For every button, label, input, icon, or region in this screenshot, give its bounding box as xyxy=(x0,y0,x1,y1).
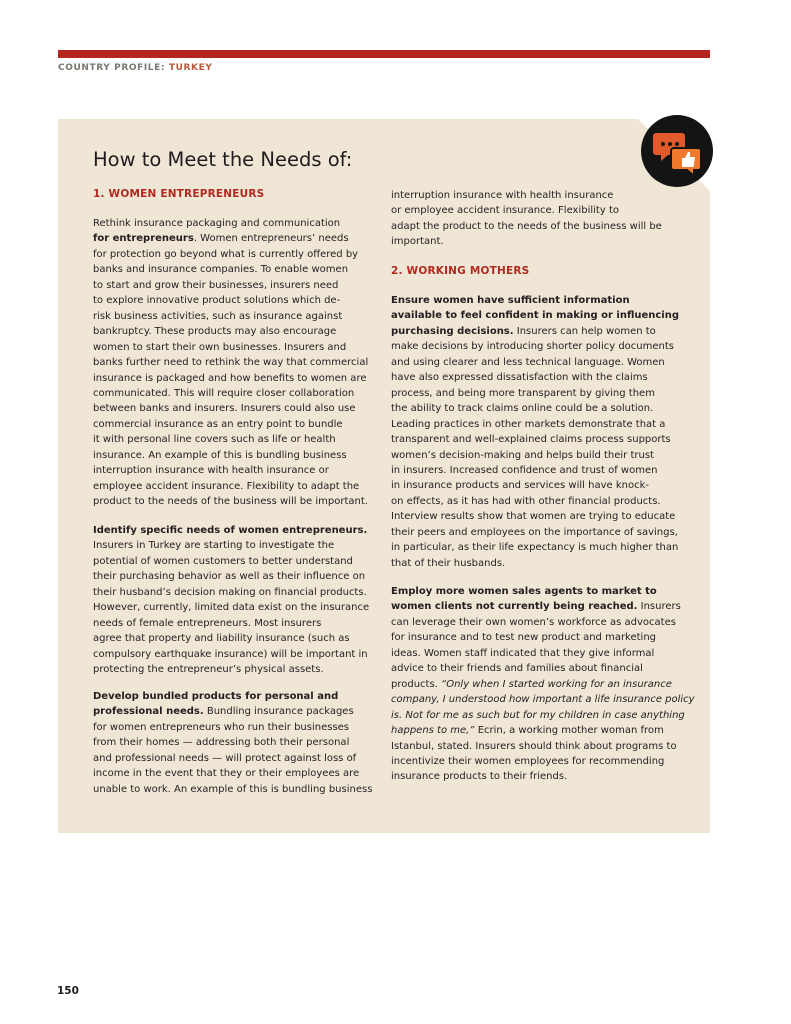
text-line xyxy=(93,523,367,539)
body-text: compulsory earthquake insurance) will be important in xyxy=(93,648,368,660)
text-line xyxy=(391,630,656,646)
body-text: ideas. Women staff indicated that they give informal xyxy=(391,647,655,659)
text-line xyxy=(391,708,685,724)
text-line xyxy=(391,615,676,631)
text-line xyxy=(93,340,346,356)
running-header xyxy=(58,63,212,73)
body-text: insurance products to their friends. xyxy=(391,771,568,783)
body-text: protecting the entrepreneur’s physical assets. xyxy=(93,664,324,676)
body-text: from their homes — addressing both their personal xyxy=(93,737,350,749)
body-text: Leading practices in other markets demonstrate that a xyxy=(391,418,666,430)
body-text: their purchasing behavior as well as their influence on xyxy=(93,571,366,583)
body-text: Istanbul, stated. Insurers should think about programs to xyxy=(391,740,677,752)
body-text: their husband’s decision making on financial products. xyxy=(93,586,367,598)
text-line xyxy=(93,569,365,585)
text-line xyxy=(391,599,681,615)
section-heading-working-mothers: 2. WORKING MOTHERS xyxy=(391,265,530,277)
body-text: Insurers in Turkey are starting to investigate the xyxy=(93,540,335,552)
body-text: Insurers xyxy=(637,601,681,613)
bold-lead-in: for entrepreneurs xyxy=(93,233,194,245)
body-text: product to the needs of the business will be important. xyxy=(93,496,368,508)
text-line xyxy=(391,739,677,755)
text-line xyxy=(93,479,359,495)
body-text: or employee accident insurance. Flexibility to xyxy=(391,205,619,217)
text-line xyxy=(391,661,643,677)
text-line xyxy=(391,692,695,708)
text-line xyxy=(93,309,342,325)
body-text: and professional needs — will protect against loss of xyxy=(93,752,357,764)
text-line xyxy=(391,219,662,235)
body-text: women’s decision-making and helps build their trust xyxy=(391,449,654,461)
text-line xyxy=(93,647,368,663)
body-text: However, currently, limited data exist on the insurance xyxy=(93,602,370,614)
body-text: to start and grow their businesses, insurers need xyxy=(93,279,339,291)
body-text: women to start their own businesses. Insurers and xyxy=(93,341,347,353)
body-text: for protection go beyond what is currently offered by xyxy=(93,248,359,260)
chat-bubbles-thumbs-up-icon xyxy=(641,115,713,187)
text-line xyxy=(391,293,630,309)
text-line xyxy=(93,355,368,371)
body-text: bankruptcy. These products may also encourage xyxy=(93,326,337,338)
text-line xyxy=(93,386,354,402)
body-text: Ecrin, a working mother woman from xyxy=(474,725,664,737)
text-line xyxy=(391,525,678,541)
text-line xyxy=(93,600,369,616)
quote-text: company, I understood how important a life insurance policy xyxy=(391,694,695,706)
body-text: interruption insurance with health insurance xyxy=(391,190,614,201)
text-line xyxy=(93,554,353,570)
body-text: adapt the product to the needs of the business will be xyxy=(391,220,662,232)
text-line xyxy=(391,509,675,525)
body-text: communicated. This will require closer collaboration xyxy=(93,387,355,399)
body-text: between banks and insurers. Insurers could also use xyxy=(93,403,356,415)
text-line xyxy=(391,339,674,355)
body-text: unable to work. An example of this is bundling business xyxy=(93,783,373,795)
section-heading-women-entrepreneurs: 1. WOMEN ENTREPRENEURS xyxy=(93,188,265,200)
text-line xyxy=(391,677,672,693)
text-line xyxy=(391,463,657,479)
text-line xyxy=(391,769,567,785)
body-text: make decisions by introducing shorter policy documents xyxy=(391,341,674,353)
text-line xyxy=(93,704,354,720)
body-text: insurance is packaged and how benefits to women are xyxy=(93,372,367,384)
body-text: to explore innovative product solutions which de- xyxy=(93,295,341,307)
text-line xyxy=(391,478,649,494)
text-line xyxy=(93,293,340,309)
body-text: products. xyxy=(391,678,442,690)
body-text: for women entrepreneurs who run their businesses xyxy=(93,721,350,733)
bold-lead-in: women clients not currently being reached. xyxy=(391,601,638,613)
text-line xyxy=(391,188,613,204)
text-line xyxy=(93,766,359,782)
text-line xyxy=(391,401,653,417)
body-text: transparent and well-explained claims process supports xyxy=(391,434,671,446)
text-line xyxy=(93,585,367,601)
text-line xyxy=(93,494,368,510)
text-line xyxy=(391,417,665,433)
body-text: agree that property and liability insurance (such as xyxy=(93,633,350,645)
text-line xyxy=(391,234,444,250)
bold-lead-in: Develop bundled products for personal and xyxy=(93,691,339,702)
body-text: income in the event that they or their employees are xyxy=(93,768,360,780)
body-text: can leverage their own women’s workforce as advocates xyxy=(391,616,676,628)
text-line xyxy=(93,278,338,294)
page-number: 150 xyxy=(57,985,79,997)
body-text: needs of female entrepreneurs. Most insurers xyxy=(93,617,322,629)
body-text: their peers and employees on the importance of savings, xyxy=(391,526,678,538)
body-text: banks and insurance companies. To enable women xyxy=(93,264,349,276)
text-line xyxy=(391,494,661,510)
top-accent-bar xyxy=(58,50,710,58)
page-title: How to Meet the Needs of: xyxy=(93,148,353,171)
quote-text: is. Not for me as such but for my children in case anything xyxy=(391,709,685,721)
text-line xyxy=(93,735,349,751)
body-text: it with personal line covers such as life or health xyxy=(93,434,336,446)
body-text: employee accident insurance. Flexibility to adapt the xyxy=(93,480,360,492)
text-line xyxy=(93,262,348,278)
text-line xyxy=(391,556,505,572)
text-line xyxy=(391,432,671,448)
text-line xyxy=(391,308,679,324)
text-line xyxy=(391,370,648,386)
text-line xyxy=(391,584,657,600)
text-line xyxy=(391,754,664,770)
running-header-label: COUNTRY PROFILE: xyxy=(58,63,166,73)
body-text: interruption insurance with health insurance or xyxy=(93,465,329,477)
text-line xyxy=(93,720,349,736)
body-text: process, and being more transparent by giving them xyxy=(391,387,655,399)
body-text: on effects, as it has had with other financial products. xyxy=(391,495,661,507)
bold-lead-in: Identify specific needs of women entrepreneurs. xyxy=(93,525,368,536)
text-line xyxy=(93,371,366,387)
body-text: Rethink insurance packaging and communication xyxy=(93,218,341,229)
text-line xyxy=(93,432,336,448)
text-line xyxy=(93,662,324,678)
text-line xyxy=(93,231,349,247)
text-line xyxy=(391,386,655,402)
text-line xyxy=(93,782,372,798)
body-text: in insurance products and services will have knock- xyxy=(391,480,649,492)
text-line xyxy=(93,417,343,433)
text-line xyxy=(93,538,334,554)
body-text: potential of women customers to better understand xyxy=(93,555,353,567)
body-text: risk business activities, such as insurance against xyxy=(93,310,343,322)
text-line xyxy=(391,723,664,739)
bold-lead-in: Ensure women have sufficient information xyxy=(391,295,630,306)
text-line xyxy=(93,751,356,767)
body-text: Insurers can help women to xyxy=(513,325,656,337)
body-text: banks further need to rethink the way that commercial xyxy=(93,357,369,369)
bold-lead-in: professional needs. xyxy=(93,706,204,718)
body-text: Interview results show that women are trying to educate xyxy=(391,511,676,523)
text-line xyxy=(93,247,358,263)
bold-lead-in: available to feel confident in making or influencing xyxy=(391,310,680,322)
body-text: in insurers. Increased confidence and trust of women xyxy=(391,464,658,476)
body-text: and using clearer and less technical language. Women xyxy=(391,356,665,368)
text-line xyxy=(391,355,665,371)
text-line xyxy=(93,324,336,340)
body-text: the ability to track claims online could be a solution. xyxy=(391,403,654,415)
running-header-country: TURKEY xyxy=(168,63,213,73)
quote-text: happens to me,” xyxy=(391,725,475,737)
text-line xyxy=(391,203,619,219)
text-line xyxy=(391,448,654,464)
body-text: incentivize their women employees for recommending xyxy=(391,755,665,767)
text-line xyxy=(93,448,347,464)
text-line xyxy=(93,216,340,232)
text-line xyxy=(391,646,654,662)
text-line xyxy=(93,616,321,632)
bold-lead-in: Employ more women sales agents to market to xyxy=(391,586,657,597)
text-line xyxy=(93,463,329,479)
body-text: important. xyxy=(391,236,444,248)
text-line xyxy=(93,689,338,705)
quote-text: “Only when I started working for an insurance xyxy=(441,678,672,690)
body-text: Bundling insurance packages xyxy=(203,706,354,718)
body-text: advice to their friends and families about financial xyxy=(391,663,643,675)
body-text: . Women entrepreneurs’ needs xyxy=(193,233,349,245)
body-text: that of their husbands. xyxy=(391,557,506,569)
body-text: have also expressed dissatisfaction with the claims xyxy=(391,372,648,384)
chat-badge xyxy=(641,115,713,187)
bold-lead-in: purchasing decisions. xyxy=(391,325,514,337)
text-line xyxy=(391,540,678,556)
text-line xyxy=(93,401,356,417)
body-text: commercial insurance as an entry point to bundle xyxy=(93,418,343,430)
text-line xyxy=(391,324,656,340)
text-line xyxy=(93,631,350,647)
body-text: for insurance and to test new product and marketing xyxy=(391,632,657,644)
body-text: insurance. An example of this is bundling business xyxy=(93,449,347,461)
body-text: in particular, as their life expectancy is much higher than xyxy=(391,542,679,554)
